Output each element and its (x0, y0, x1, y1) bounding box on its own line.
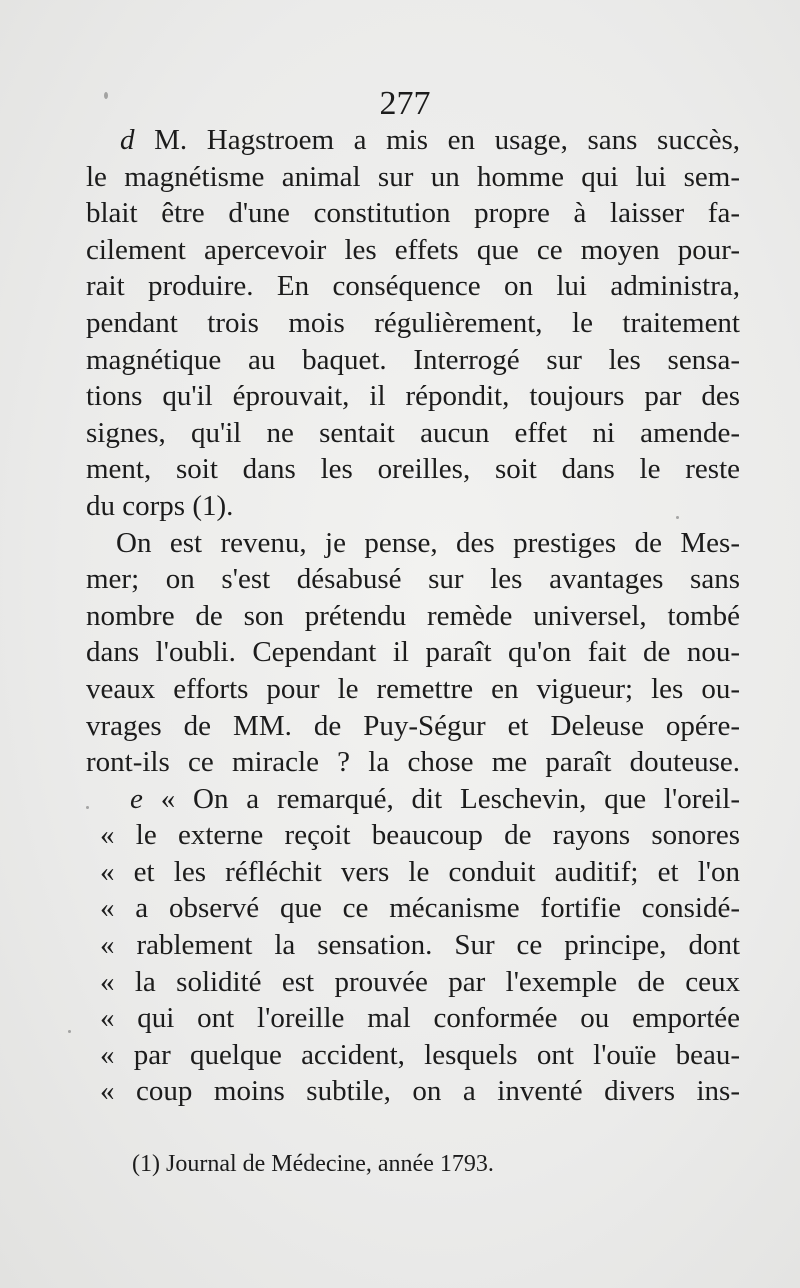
text-line: ront-ils ce miracle ? la chose me paraît douteuse. (86, 746, 740, 779)
text-line: tions qu'il éprouvait, il répondit, toujours par des (86, 380, 740, 413)
text-line: « par quelque accident, lesquels ont l'ouïe beau- (100, 1038, 740, 1071)
note-marker: e (130, 782, 143, 815)
text-line: pendant trois mois régulièrement, le traitement (86, 306, 740, 339)
text-line: du corps (1). (86, 489, 234, 522)
text-line: blait être d'une constitution propre à laisser fa- (86, 197, 740, 230)
text-line: ment, soit dans les oreilles, soit dans le reste (86, 453, 740, 486)
text-line: « a observé que ce mécanisme fortifie considé- (100, 892, 740, 925)
text-line: e « On a remarqué, dit Leschevin, que l'oreil- (130, 782, 740, 815)
text-line: On est revenu, je pense, des prestiges de Mes- (116, 526, 740, 559)
text-line: « rablement la sensation. Sur ce principe, dont (100, 929, 740, 962)
body-text (86, 122, 740, 1110)
text-line: le magnétisme animal sur un homme qui lui sem- (86, 160, 740, 193)
text-line: d M. Hagstroem a mis en usage, sans succès, (120, 124, 740, 156)
text-line: « et les réfléchit vers le conduit auditif; et l'on (100, 855, 740, 888)
text-line: cilement apercevoir les effets que ce moyen pour- (86, 233, 740, 266)
text-line: « coup moins subtile, on a inventé divers ins- (100, 1075, 740, 1108)
text-line: dans l'oubli. Cependant il paraît qu'on fait de nou- (86, 636, 740, 669)
text-line: signes, qu'il ne sentait aucun effet ni amende- (86, 416, 740, 449)
text-line: « qui ont l'oreille mal conformée ou emportée (100, 1002, 740, 1035)
text-line: mer; on s'est désabusé sur les avantages sans (86, 563, 740, 596)
footnote: (1) Journal de Médecine, année 1793. (132, 1151, 494, 1177)
text-line: « le externe reçoit beaucoup de rayons sonores (100, 819, 740, 852)
text-line: veaux efforts pour le remettre en vigueur; les ou- (86, 672, 740, 705)
text-line: « la solidité est prouvée par l'exemple de ceux (100, 965, 740, 998)
text-line: vrages de MM. de Puy-Ségur et Deleuse opére- (86, 709, 740, 742)
note-marker: d (120, 124, 135, 156)
page-number: 277 (379, 85, 431, 122)
text-line: magnétique au baquet. Interrogé sur les sensa- (86, 343, 740, 376)
text-line: nombre de son prétendu remède universel, tombé (86, 599, 740, 632)
ink-speck (68, 1030, 71, 1033)
text-line: rait produire. En conséquence on lui administra, (86, 270, 740, 303)
